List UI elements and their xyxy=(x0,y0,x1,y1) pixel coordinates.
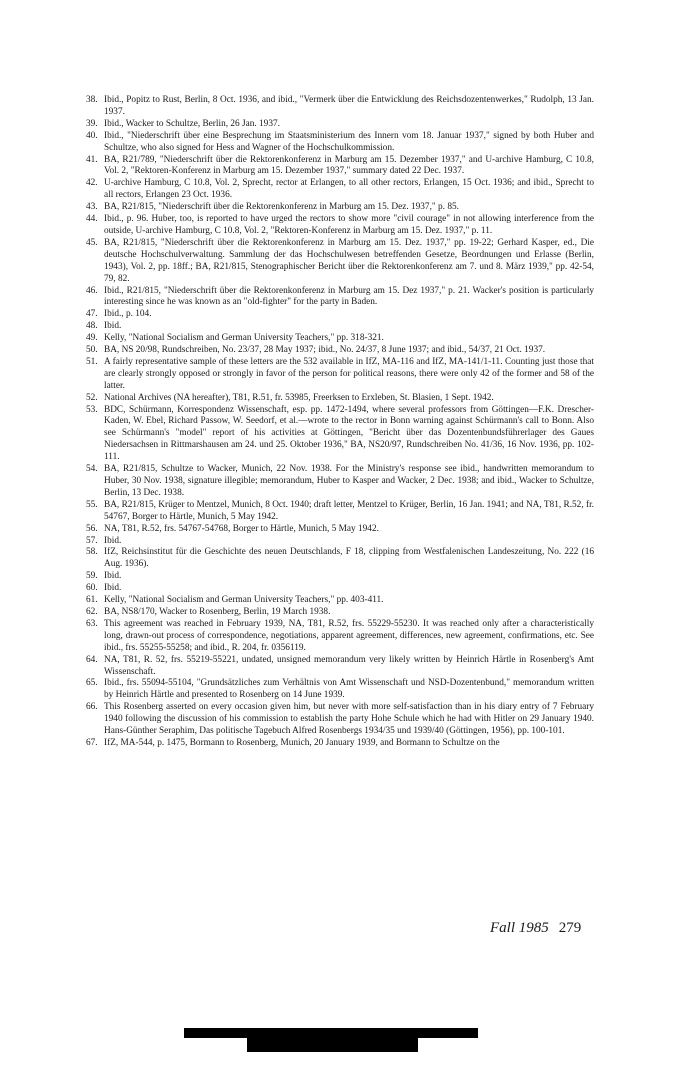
footnote-text: BA, R21/815, "Niederschrift über die Rektorenkonferenz in Marburg am 15. Dez. 1937," pp. 19-22; Gerhard Kasper, ed., Die deutsche Hochschulverwaltung. Sammlung der das Hochschulwesen betreffenden Gesetze, Beordnungen und Erlasse (Berlin, 1943), Vol. 2, pp. 18ff.; BA, R21/815, Stenographischer Bericht über die Rektorenkonferenz am 7. und 8. März 1939," pp. 42-54, 79, 82. xyxy=(104,237,594,284)
footnote-number: 48. xyxy=(86,321,98,332)
footnote-text: Ibid., "Niederschrift über eine Besprechung im Staatsministerium des Innern vom 18. Januar 1937," signed by both Huber and Schultze, who also signed for Hess and Wagner of the Hochschulkommission. xyxy=(104,130,594,153)
footnote-number: 43. xyxy=(86,202,98,213)
footnote xyxy=(86,333,594,345)
footnote xyxy=(86,678,594,702)
footnote xyxy=(86,202,594,214)
footnote-text: Ibid., frs. 55094-55104, "Grundsätzliches zum Verhältnis von Amt Wissenschaft und NSD-Dozentenbund," memorandum written by Heinrich Härtle and presented to Rosenberg on 14 June 1939. xyxy=(104,678,594,701)
footnote-text: Ibid. xyxy=(104,321,122,332)
footnote-text: Ibid., p. 96. Huber, too, is reported to have urged the rectors to show more "civil courage" in not allowing interference from the outside, U-archive Hamburg, C 10.8, Vol. 2, "Rektoren-Konferenz in Marburg am 15. Dez. 1937," p. 11. xyxy=(104,214,594,236)
footnote-number: 39. xyxy=(86,118,98,129)
scan-redaction-bar xyxy=(247,1038,418,1052)
footnote-number: 54. xyxy=(86,464,98,475)
footnote xyxy=(86,655,594,679)
footnote-text: BA, NS 20/98, Rundschreiben, No. 23/37, 28 May 1937; ibid., No. 24/37, 8 June 1937; and ibid., 54/37, 21 Oct. 1937. xyxy=(104,345,546,356)
page-footer xyxy=(490,920,581,937)
footnote-text: Kelly, "National Socialism and German University Teachers," pp. 318-321. xyxy=(104,333,384,344)
footnote-number: 59. xyxy=(86,571,98,582)
footnote-number: 67. xyxy=(86,737,98,748)
footnote-text: Ibid. xyxy=(104,571,122,582)
footnote-text: National Archives (NA hereafter), T81, R.51, fr. 53985, Freerksen to Erxleben, St. Blasien, 1 Sept. 1942. xyxy=(104,392,494,403)
footnote-text: BDC, Schürmann, Korrespondenz Wissenschaft, esp. pp. 1472-1494, where several professors from Göttingen—F.K. Drescher-Kaden, W. Ebel, Richard Passow, W. Seedorf, et al.—wrote to the rector in Bonn warning against Schürmann's call to Bonn. Also see Schürmann's "model" report of his activities at Göttingen, "Bericht über das Dozentenbundsführerlager des Gaues Niedersachsen in Rittmarshausen am 24. und 25. Oktober 1936," BA, NS20/97, Rundschreiben No. 41/36, 16 Nov. 1936, pp. 102-111. xyxy=(104,404,594,463)
footnote-text: U-archive Hamburg, C 10.8, Vol. 2, Sprecht, rector at Erlangen, to all other rectors, Erlangen, 15 Oct. 1936; and ibid., Sprecht to all rectors, Erlangen 23 Oct. 1936. xyxy=(104,178,594,201)
footnote-number: 60. xyxy=(86,583,98,594)
footnote-number: 47. xyxy=(86,309,98,320)
footnote-number: 57. xyxy=(86,535,98,546)
footnote-text: IfZ, MA-544, p. 1475, Bormann to Rosenberg, Munich, 20 January 1939, and Bormann to Schultze on the xyxy=(104,737,500,748)
scan-redaction-bar xyxy=(184,1028,478,1038)
footnote xyxy=(86,583,594,595)
footnote xyxy=(86,464,594,500)
footnote xyxy=(86,500,594,524)
footnote-text: BA, R21/815, Krüger to Mentzel, Munich, 8 Oct. 1940; draft letter, Mentzel to Krüger, Berlin, 16 Jan. 1941; and NA, T81, R.52, fr. 54767, Borger to Härtle, Munich, 5 May 1942. xyxy=(104,499,594,522)
footnote xyxy=(86,238,594,286)
footnote-number: 53. xyxy=(86,404,98,415)
footnote-text: BA, R21/815, Schultze to Wacker, Munich, 22 Nov. 1938. For the Ministry's response see ibid., handwritten memorandum to Huber, 30 Nov. 1938, signature illegible; memorandum, Huber to Kasper and Wacker, 2 Dec. 1938; and ibid., Wacker to Schultze, Berlin, 13 Dec. 1938. xyxy=(104,464,594,498)
footnote xyxy=(86,321,594,333)
footnote xyxy=(86,393,594,405)
footnote-text: IfZ, Reichsinstitut für die Geschichte des neuen Deutschlands, F 18, clipping from Westfalenischen Landeszeitung, No. 222 (16 Aug. 1936). xyxy=(104,547,594,570)
footnote-number: 49. xyxy=(86,333,98,344)
footnote-number: 45. xyxy=(86,237,98,248)
footnote-number: 42. xyxy=(86,178,98,189)
footnote-number: 65. xyxy=(86,678,98,689)
footnote-text: NA, T81, R.52, frs. 54767-54768, Borger to Härtle, Munich, 5 May 1942. xyxy=(104,523,379,534)
footnote-number: 46. xyxy=(86,285,98,296)
footnote-number: 56. xyxy=(86,523,98,534)
footnote xyxy=(86,405,594,465)
footnote xyxy=(86,524,594,536)
footnote-number: 40. xyxy=(86,130,98,141)
footnote-number: 44. xyxy=(86,214,98,225)
footnotes-list xyxy=(86,95,594,750)
footnote-text: Ibid., R21/815, "Niederschrift über die Rektorenkonferenz in Marburg am 15. Dez 1937," p. 21. Wacker's position is particularly interesting since he was known as an "old-fighter" for the party in Baden. xyxy=(104,285,594,308)
footnote xyxy=(86,607,594,619)
footnote-text: Kelly, "National Socialism and German University Teachers," pp. 403-411. xyxy=(104,595,384,606)
footnote-number: 55. xyxy=(86,499,98,510)
footnote-number: 51. xyxy=(86,356,98,367)
footnote-number: 62. xyxy=(86,606,98,617)
footnote xyxy=(86,536,594,548)
footnote-number: 66. xyxy=(86,702,98,713)
footnote-number: 41. xyxy=(86,154,98,165)
footnote-number: 61. xyxy=(86,595,98,606)
footnote xyxy=(86,95,594,119)
footnote-text: Ibid., Popitz to Rust, Berlin, 8 Oct. 1936, and ibid., "Vermerk über die Entwicklung des Reichsdozentenwerkes," Rudolph, 13 Jan. 1937. xyxy=(104,95,594,117)
footnote xyxy=(86,547,594,571)
footnote-text: Ibid., p. 104. xyxy=(104,309,152,320)
footnote xyxy=(86,155,594,179)
footnote-number: 52. xyxy=(86,392,98,403)
footnote-text: Ibid. xyxy=(104,535,122,546)
page-number: 279 xyxy=(558,920,582,936)
footnote xyxy=(86,309,594,321)
footnote-number: 38. xyxy=(86,95,98,105)
footnote xyxy=(86,178,594,202)
footnote-text: A fairly representative sample of these letters are the 532 available in IfZ, MA-116 and IfZ, MA-141/1-11. Counting just those that are clearly strongly opposed or strongly in favor of the person for political reasons, there were only 42 of the former and 58 of the latter. xyxy=(104,356,594,391)
footnote xyxy=(86,131,594,155)
footnote-text: Ibid., Wacker to Schultze, Berlin, 26 Jan. 1937. xyxy=(104,118,280,129)
footnote xyxy=(86,571,594,583)
footnote xyxy=(86,286,594,310)
footnote-number: 64. xyxy=(86,654,98,665)
footnote xyxy=(86,619,594,655)
footnote-text: This Rosenberg asserted on every occasion given him, but never with more self-satisfaction than in his diary entry of 7 February 1940 following the discussion of his commission to establish the party Hohe Schule which he had with Hitler on 29 January 1940. Hans-Günther Seraphim, Das politische Tagebuch Alfred Rosenbergs 1934/35 und 1939/40 (Göttingen, 1956), pp. 100-101. xyxy=(104,702,594,737)
footnote-text: BA, NS8/170, Wacker to Rosenberg, Berlin, 19 March 1938. xyxy=(104,606,331,617)
footnote-text: BA, R21/789, "Niederschrift über die Rektorenkonferenz in Marburg am 15. Dezember 1937," and U-archive Hamburg, C 10.8, Vol. 2, "Rektoren-Konferenz in Marburg am 15. Dezember 1937," summary dated 22 Dec. 1937. xyxy=(104,154,594,177)
issue-season: Fall 1985 xyxy=(490,920,549,936)
footnote-text: This agreement was reached in February 1939, NA, T81, R.52, frs. 55229-55230. It was reached only after a characteristically long, drawn-out process of correspondence, negotiations, apparent agreement, differences, new agreement, confirmations, etc. See ibid., frs. 55255-55258; and ibid., R. 204, fr. 0356119. xyxy=(104,618,594,653)
footnote xyxy=(86,738,594,750)
footnote xyxy=(86,214,594,238)
footnote-number: 58. xyxy=(86,547,98,558)
footnote xyxy=(86,119,594,131)
footnote xyxy=(86,595,594,607)
footnote-number: 50. xyxy=(86,345,98,356)
footnote-number: 63. xyxy=(86,618,98,629)
footnote xyxy=(86,702,594,738)
footnote xyxy=(86,357,594,393)
footnote-text: Ibid. xyxy=(104,583,122,594)
footnote xyxy=(86,345,594,357)
footnote-text: BA, R21/815, "Niederschrift über die Rektorenkonferenz in Marburg am 15. Dez. 1937," p. 85. xyxy=(104,202,459,213)
footnote-text: NA, T81, R. 52, frs. 55219-55221, undated, unsigned memorandum very likely written by Heinrich Härtle in Rosenberg's Amt Wissenschaft. xyxy=(104,654,594,677)
